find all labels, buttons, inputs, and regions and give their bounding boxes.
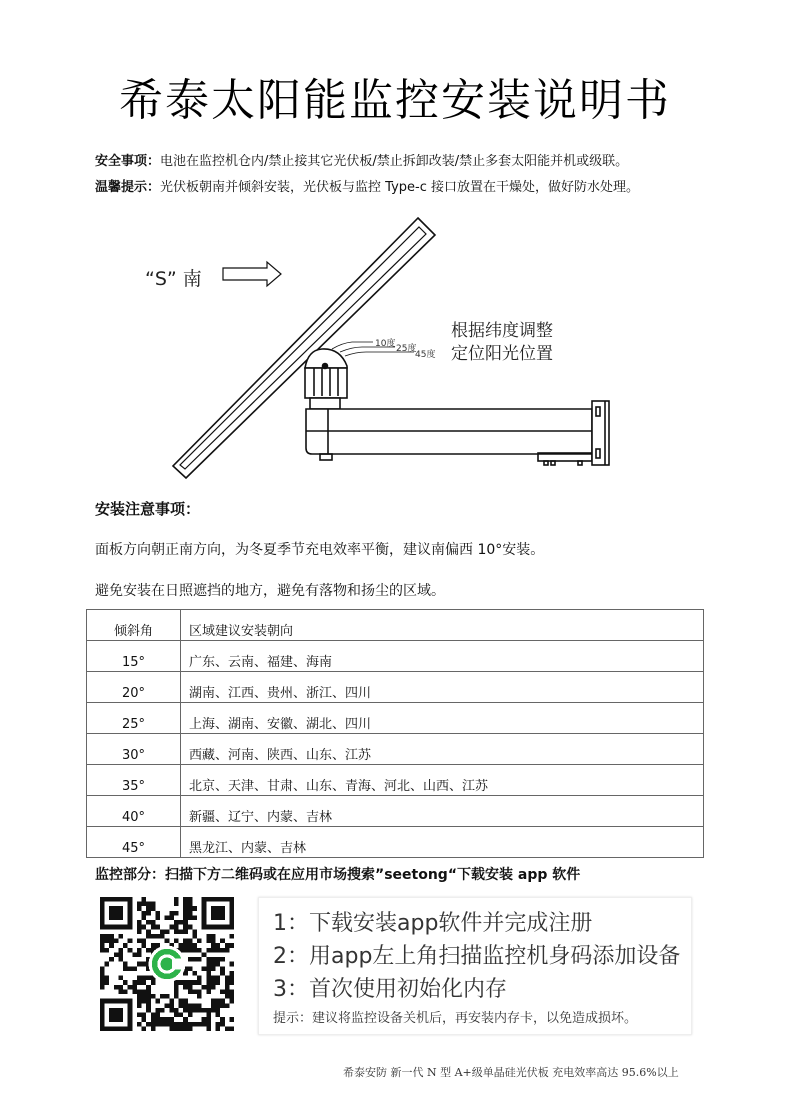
installation-diagram xyxy=(0,0,790,490)
install-para-1: 面板方向朝正南方向，为冬夏季节充电效率平衡，建议南偏西 10°安装。 xyxy=(95,542,545,558)
row-angle: 20° xyxy=(87,672,181,703)
tilt-angle-table xyxy=(86,609,704,858)
row-regions: 北京、天津、甘肃、山东、青海、河北、山西、江苏 xyxy=(181,765,704,796)
angle-label-45: 45度 xyxy=(415,350,436,360)
setup-steps-box xyxy=(258,897,692,1035)
angle-label-25: 25度 xyxy=(396,344,417,354)
adjust-label-line2: 定位阳光位置 xyxy=(451,344,553,364)
row-angle: 15° xyxy=(87,641,181,672)
row-angle: 30° xyxy=(87,734,181,765)
row-angle: 40° xyxy=(87,796,181,827)
row-angle: 45° xyxy=(87,827,181,858)
safety-label: 安全事项： xyxy=(95,154,161,169)
header-regions: 区域建议安装朝向 xyxy=(181,610,704,641)
monitor-heading: 监控部分：扫描下方二维码或在应用市场搜索”seetong“下载安装 app 软件 xyxy=(95,867,581,883)
table-row xyxy=(87,734,704,765)
table-row xyxy=(87,796,704,827)
install-para-2: 避免安装在日照遮挡的地方，避免有落物和扬尘的区域。 xyxy=(95,583,445,599)
header-angle: 倾斜角 xyxy=(87,610,181,641)
row-angle: 25° xyxy=(87,703,181,734)
step-3: 3：首次使用初始化内存 xyxy=(273,977,507,1002)
south-arrow-icon xyxy=(223,262,281,286)
row-regions: 广东、云南、福建、海南 xyxy=(181,641,704,672)
qr-code[interactable] xyxy=(97,897,237,1031)
tips-text: 光伏板朝南并倾斜安装，光伏板与监控 Type-c 接口放置在干燥处，做好防水处理。 xyxy=(160,180,639,195)
install-heading: 安装注意事项： xyxy=(95,500,201,518)
step-2: 2：用app左上角扫描监控机身码添加设备 xyxy=(273,944,681,969)
south-direction-label: “S” 南 xyxy=(145,268,202,290)
table-row xyxy=(87,765,704,796)
row-regions: 新疆、辽宁、内蒙、吉林 xyxy=(181,796,704,827)
camera-body xyxy=(305,368,347,398)
step-1: 1：下载安装app软件并完成注册 xyxy=(273,911,593,936)
table-header-row xyxy=(87,610,704,641)
page-title: 希泰太阳能监控安装说明书 xyxy=(119,75,671,126)
angle-label-10: 10度 xyxy=(375,339,396,349)
table-row xyxy=(87,672,704,703)
table-row xyxy=(87,827,704,858)
safety-text: 电池在监控机仓内/禁止接其它光伏板/禁止拆卸改装/禁止多套太阳能并机或级联。 xyxy=(160,154,629,169)
table-row xyxy=(87,641,704,672)
row-regions: 西藏、河南、陕西、山东、江苏 xyxy=(181,734,704,765)
row-regions: 湖南、江西、贵州、浙江、四川 xyxy=(181,672,704,703)
table-row xyxy=(87,703,704,734)
row-regions: 黑龙江、内蒙、吉林 xyxy=(181,827,704,858)
memory-card-tip: 提示：建议将监控设备关机后，再安装内存卡，以免造成损坏。 xyxy=(273,1011,638,1026)
row-angle: 35° xyxy=(87,765,181,796)
footer-slogan: 希泰安防 新一代 N 型 A+级单晶硅光伏板 充电效率高达 95.6%以上 xyxy=(343,1066,679,1079)
row-regions: 上海、湖南、安徽、湖北、四川 xyxy=(181,703,704,734)
tips-label: 温馨提示： xyxy=(95,180,161,195)
adjust-label-line1: 根据纬度调整 xyxy=(451,321,553,341)
